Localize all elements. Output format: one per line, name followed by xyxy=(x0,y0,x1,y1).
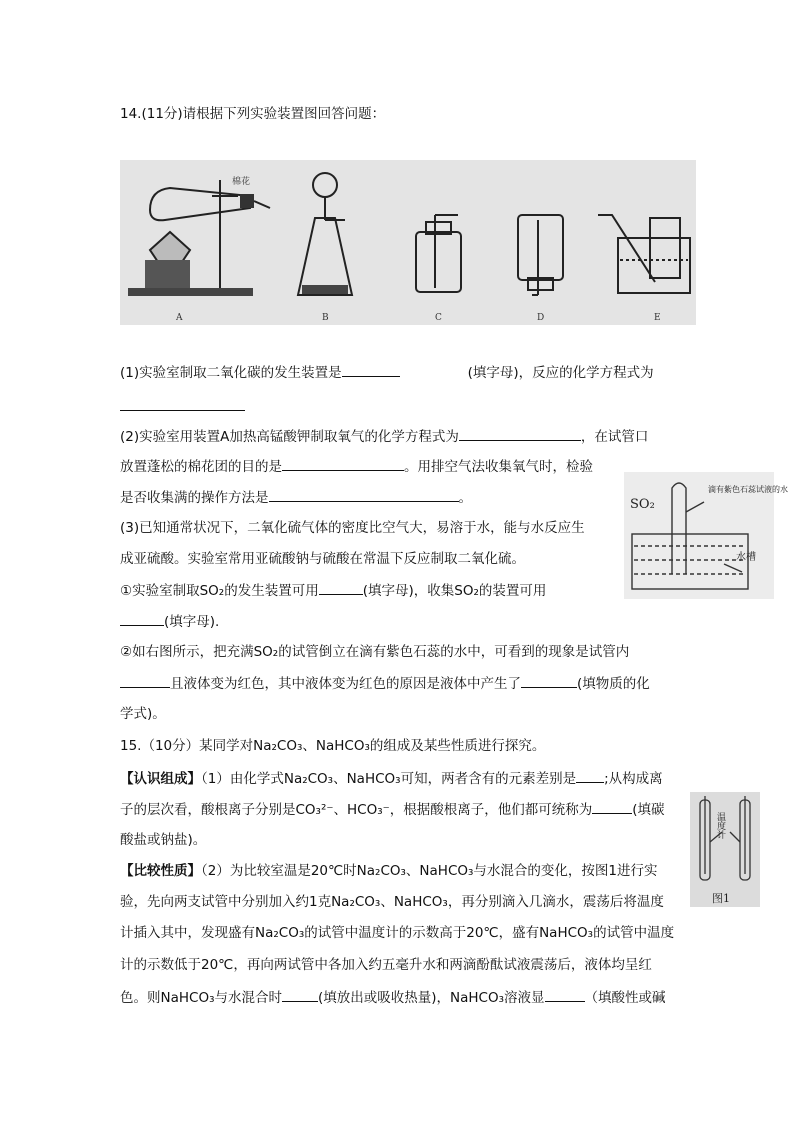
q14-part1-text-a: (1)实验室制取二氧化碳的发生装置是 xyxy=(120,365,342,381)
q15-s1-line3: 酸盐或钠盐)。 xyxy=(120,832,207,848)
section-tag-composition: 【认识组成】 xyxy=(120,771,201,787)
answer-blank[interactable] xyxy=(545,987,585,1002)
answer-blank[interactable] xyxy=(282,987,318,1002)
q14-part3-line7: 学式)。 xyxy=(120,706,166,722)
thermometer-label: 温度计 xyxy=(715,812,725,839)
q14-part3-2-text-c: (填物质的化 xyxy=(577,676,650,692)
q15-s2-text-g: （填酸性或碱 xyxy=(584,990,666,1006)
cotton-label: 棉花 xyxy=(232,177,251,187)
answer-blank[interactable] xyxy=(269,487,459,502)
q14-part3-line1: (3)已知通常状况下，二氧化硫气体的密度比空气大，易溶于水，能与水反应生 xyxy=(120,520,585,536)
answer-blank[interactable] xyxy=(459,426,581,441)
answer-blank[interactable] xyxy=(120,396,245,411)
figure-label-a: A xyxy=(176,313,183,323)
q15-s2-text-a: （2）为比较室温是20℃时Na₂CO₃、NaHCO₃与水混合的变化，按图1进行实 xyxy=(201,863,658,879)
q14-part3-1-text-b: (填字母)，收集SO₂的装置可用 xyxy=(362,583,547,599)
figure-1 xyxy=(690,792,760,907)
q14-part1-text-b: (填字母)，反应的化学方程式为 xyxy=(467,365,654,381)
q15-s2-line2: 验，先向两支试管中分别加入约1克Na₂CO₃、NaHCO₃，再分别滴入几滴水，震荡后将温度 xyxy=(120,894,664,910)
q14-part3-line2: 成亚硫酸。实验室常用亚硫酸钠与硫酸在常温下反应制取二氧化硫。 xyxy=(120,551,525,567)
q15-s1-text-d: (填碳 xyxy=(632,802,665,818)
q14-part2-text-f: 。 xyxy=(458,490,472,506)
q14-part2-text-a: (2)实验室用装置A加热高锰酸钾制取氧气的化学方程式为 xyxy=(120,429,459,445)
section-tag-properties: 【比较性质】 xyxy=(120,863,201,879)
figure-label-b: B xyxy=(322,313,329,323)
q14-part3-2-text-b: 且液体变为红色，其中液体变为红色的原因是液体中产生了 xyxy=(170,676,521,692)
q14-part3-line6 xyxy=(120,673,650,694)
so2-label: SO₂ xyxy=(630,497,655,512)
litmus-note: 滴有紫色石蕊试液的水 xyxy=(708,485,788,494)
q15-s1-line1 xyxy=(120,768,663,789)
q14-title: 14.(11分)请根据下列实验装置图回答问题： xyxy=(120,106,386,122)
q15-s1-text-a: （1）由化学式Na₂CO₃、NaHCO₃可知，两者含有的元素差别是 xyxy=(201,771,577,787)
q15-s2-line1 xyxy=(120,861,658,881)
q15-s2-line3: 计插入其中，发现盛有Na₂CO₃的试管中温度计的示数高于20℃，盛有NaHCO₃的试管中温度 xyxy=(120,925,675,941)
figure-label-c: C xyxy=(435,313,442,323)
q14-part3-1-text-a: ①实验室制取SO₂的发生装置可用 xyxy=(120,583,319,599)
q14-part2-line2 xyxy=(120,456,593,477)
q14-part2-line3 xyxy=(120,487,472,508)
q14-part2-line1 xyxy=(120,426,648,447)
q14-part2-text-b: ，在试管口 xyxy=(580,429,649,445)
q14-part1-line1 xyxy=(120,362,654,383)
figure-1-caption: 图1 xyxy=(712,892,730,905)
answer-blank[interactable] xyxy=(120,611,164,626)
apparatus-figure xyxy=(120,160,696,325)
figure-label-d: D xyxy=(537,313,545,323)
answer-blank[interactable] xyxy=(592,799,632,814)
q14-part3-line5: ②如右图所示，把充满SO₂的试管倒立在滴有紫色石蕊的水中，可看到的现象是试管内 xyxy=(120,644,630,660)
q15-s1-text-b: ;从构成离 xyxy=(604,771,663,787)
q14-part2-text-c: 放置蓬松的棉花团的目的是 xyxy=(120,459,282,475)
trough-label: 水槽 xyxy=(736,552,756,563)
q15-s2-line4: 计的示数低于20℃，再向两试管中各加入约五毫升水和两滴酚酞试液震荡后，液体均呈红 xyxy=(120,957,652,973)
q15-s2-line5 xyxy=(120,987,666,1008)
q14-part3-1-text-c: (填字母). xyxy=(164,614,220,630)
answer-blank[interactable] xyxy=(282,456,404,471)
q15-s2-text-f: (填放出或吸收热量)，NaHCO₃溶液显 xyxy=(318,990,545,1006)
q15-s1-text-c: 子的层次看，酸根离子分别是CO₃²⁻、HCO₃⁻，根据酸根离子，他们都可统称为 xyxy=(120,802,593,818)
so2-figure xyxy=(624,472,788,599)
q14-part1-line2 xyxy=(120,396,245,417)
q15-title: 15.（10分）某同学对Na₂CO₃、NaHCO₃的组成及某些性质进行探究。 xyxy=(120,738,546,754)
q14-part2-text-e: 是否收集满的操作方法是 xyxy=(120,490,269,506)
answer-blank[interactable] xyxy=(521,673,577,688)
q15-s1-line2 xyxy=(120,799,665,820)
answer-blank[interactable] xyxy=(319,580,363,595)
q14-part3-line4 xyxy=(120,611,219,632)
q14-part3-line3 xyxy=(120,580,546,601)
answer-blank[interactable] xyxy=(342,362,400,377)
q15-s2-text-e: 色。则NaHCO₃与水混合时 xyxy=(120,990,282,1006)
figure-label-e: E xyxy=(654,313,661,323)
answer-blank[interactable] xyxy=(120,673,170,688)
answer-blank[interactable] xyxy=(576,768,604,783)
q14-part2-text-d: 。用排空气法收集氧气时，检验 xyxy=(404,459,593,475)
